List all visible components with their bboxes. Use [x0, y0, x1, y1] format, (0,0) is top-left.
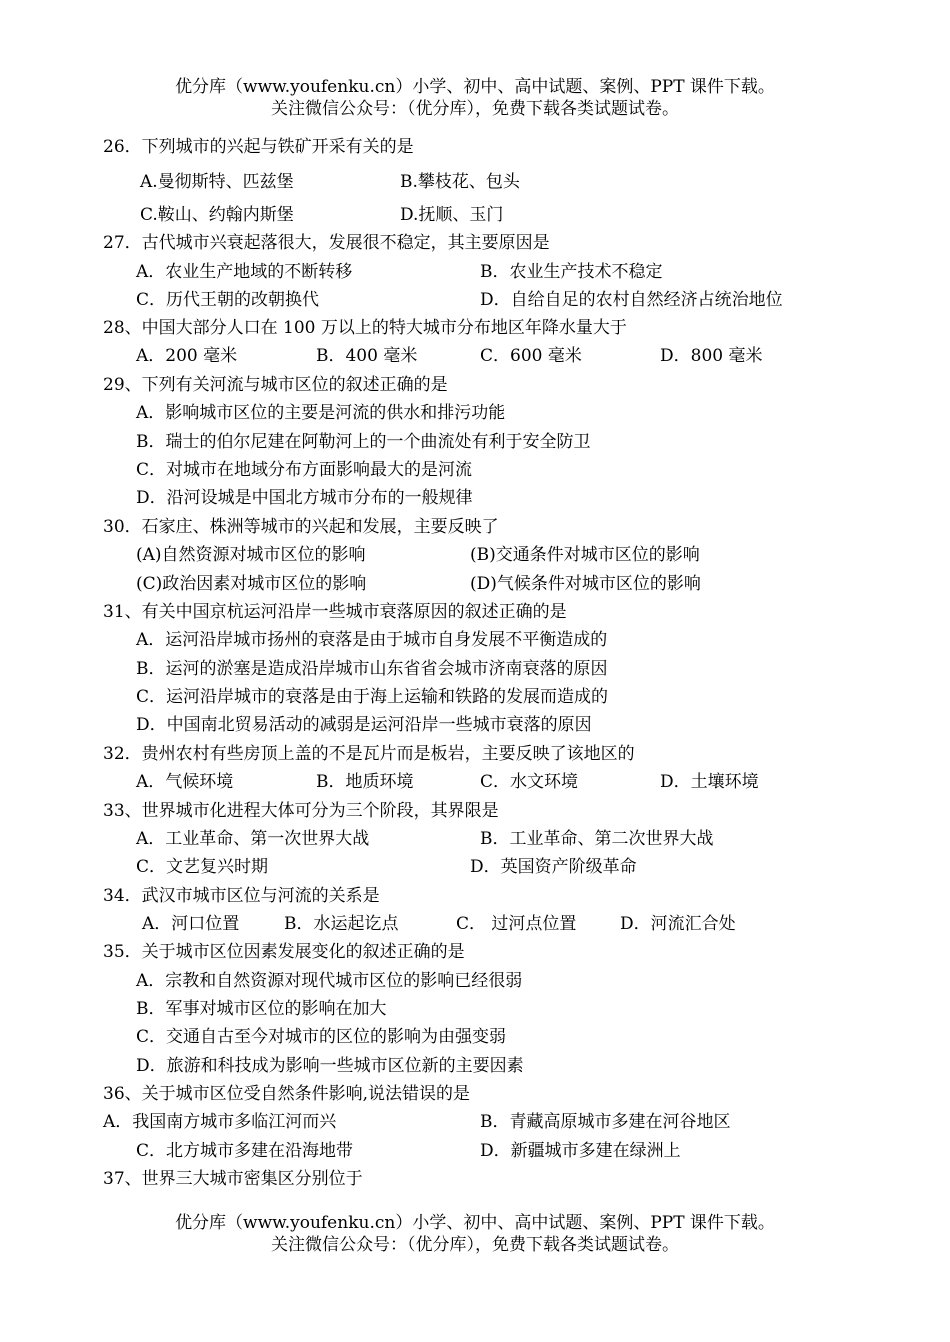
- q28-stem: 28、中国大部分人口在 100 万以上的特大城市分布地区年降水量大于: [103, 318, 627, 338]
- q28-option-a: A．200 毫米: [136, 346, 238, 366]
- q28-option-b: B．400 毫米: [316, 346, 418, 366]
- q37-stem: 37、世界三大城市密集区分别位于: [103, 1169, 363, 1189]
- q26-option-a: A.曼彻斯特、匹兹堡: [140, 172, 294, 192]
- q32-option-b: B．地质环境: [316, 772, 414, 792]
- q27-option-a: A．农业生产地域的不断转移: [136, 262, 353, 282]
- q29-option-d: D．沿河设城是中国北方城市分布的一般规律: [136, 488, 473, 508]
- q26-option-d: D.抚顺、玉门: [400, 205, 504, 225]
- q33-stem: 33、世界城市化进程大体可分为三个阶段，其界限是: [103, 801, 499, 821]
- q36-option-d: D．新疆城市多建在绿洲上: [480, 1141, 681, 1161]
- q33-option-c: C．文艺复兴时期: [136, 857, 269, 877]
- q32-option-d: D．土壤环境: [660, 772, 759, 792]
- q30-option-c: (C)政治因素对城市区位的影响: [136, 574, 367, 594]
- q31-option-c: C．运河沿岸城市的衰落是由于海上运输和铁路的发展而造成的: [136, 687, 609, 707]
- q31-option-a: A．运河沿岸城市扬州的衰落是由于城市自身发展不平衡造成的: [136, 630, 608, 650]
- q29-option-a: A．影响城市区位的主要是河流的供水和排污功能: [136, 403, 506, 423]
- q30-option-a: (A)自然资源对城市区位的影响: [136, 545, 366, 565]
- q34-option-a: A．河口位置: [142, 914, 240, 934]
- q29-option-c: C．对城市在地域分布方面影响最大的是河流: [136, 460, 473, 480]
- q33-option-d: D．英国资产阶级革命: [470, 857, 637, 877]
- q27-option-d: D．自给自足的农村自然经济占统治地位: [480, 290, 783, 310]
- q31-option-d: D．中国南北贸易活动的减弱是运河沿岸一些城市衰落的原因: [136, 715, 592, 735]
- q30-option-b: (B)交通条件对城市区位的影响: [470, 545, 700, 565]
- header-line-1: 优分库（www.youfenku.cn）小学、初中、高中试题、案例、PPT 课件下载。: [175, 77, 775, 97]
- q33-option-b: B．工业革命、第二次世界大战: [480, 829, 714, 849]
- q34-option-c: C． 过河点位置: [456, 914, 577, 934]
- q28-option-c: C．600 毫米: [480, 346, 582, 366]
- q26-option-c: C.鞍山、约翰内斯堡: [140, 205, 294, 225]
- q29-option-b: B．瑞士的伯尔尼建在阿勒河上的一个曲流处有利于安全防卫: [136, 432, 591, 452]
- q29-stem: 29、下列有关河流与城市区位的叙述正确的是: [103, 375, 448, 395]
- q28-option-d: D．800 毫米: [660, 346, 763, 366]
- q36-option-c: C．北方城市多建在沿海地带: [136, 1141, 354, 1161]
- q26-stem: 26．下列城市的兴起与铁矿开采有关的是: [103, 137, 414, 157]
- footer-line-1: 优分库（www.youfenku.cn）小学、初中、高中试题、案例、PPT 课件下载。: [175, 1213, 775, 1233]
- footer-line-2: 关注微信公众号：（优分库），免费下载各类试题试卷。: [271, 1235, 679, 1255]
- q35-stem: 35．关于城市区位因素发展变化的叙述正确的是: [103, 942, 465, 962]
- q32-stem: 32．贵州农村有些房顶上盖的不是瓦片而是板岩，主要反映了该地区的: [103, 744, 635, 764]
- q30-stem: 30．石家庄、株洲等城市的兴起和发展，主要反映了: [103, 517, 499, 537]
- q35-option-a: A．宗教和自然资源对现代城市区位的影响已经很弱: [136, 971, 523, 991]
- header-line-2: 关注微信公众号：（优分库），免费下载各类试题试卷。: [271, 99, 679, 119]
- q36-option-a: A．我国南方城市多临江河而兴: [103, 1112, 337, 1132]
- page-footer: [0, 1212, 950, 1256]
- q35-option-b: B．军事对城市区位的影响在加大: [136, 999, 387, 1019]
- q36-option-b: B．青藏高原城市多建在河谷地区: [480, 1112, 731, 1132]
- q32-option-a: A．气候环境: [136, 772, 234, 792]
- q26-option-b: B.攀枝花、包头: [400, 172, 520, 192]
- q30-option-d: (D)气候条件对城市区位的影响: [470, 574, 701, 594]
- q32-option-c: C．水文环境: [480, 772, 579, 792]
- q27-option-c: C．历代王朝的改朝换代: [136, 290, 320, 310]
- q33-option-a: A．工业革命、第一次世界大战: [136, 829, 370, 849]
- q36-stem: 36、关于城市区位受自然条件影响,说法错误的是: [103, 1084, 471, 1104]
- q27-stem: 27．古代城市兴衰起落很大，发展很不稳定，其主要原因是: [103, 233, 550, 253]
- q35-option-c: C．交通自古至今对城市的区位的影响为由强变弱: [136, 1027, 507, 1047]
- q34-option-b: B．水运起讫点: [284, 914, 399, 934]
- q31-stem: 31、有关中国京杭运河沿岸一些城市衰落原因的叙述正确的是: [103, 602, 567, 622]
- q31-option-b: B．运河的淤塞是造成沿岸城市山东省省会城市济南衰落的原因: [136, 659, 608, 679]
- q34-option-d: D．河流汇合处: [620, 914, 736, 934]
- q35-option-d: D．旅游和科技成为影响一些城市区位新的主要因素: [136, 1056, 524, 1076]
- q34-stem: 34．武汉市城市区位与河流的关系是: [103, 886, 380, 906]
- q27-option-b: B．农业生产技术不稳定: [480, 262, 663, 282]
